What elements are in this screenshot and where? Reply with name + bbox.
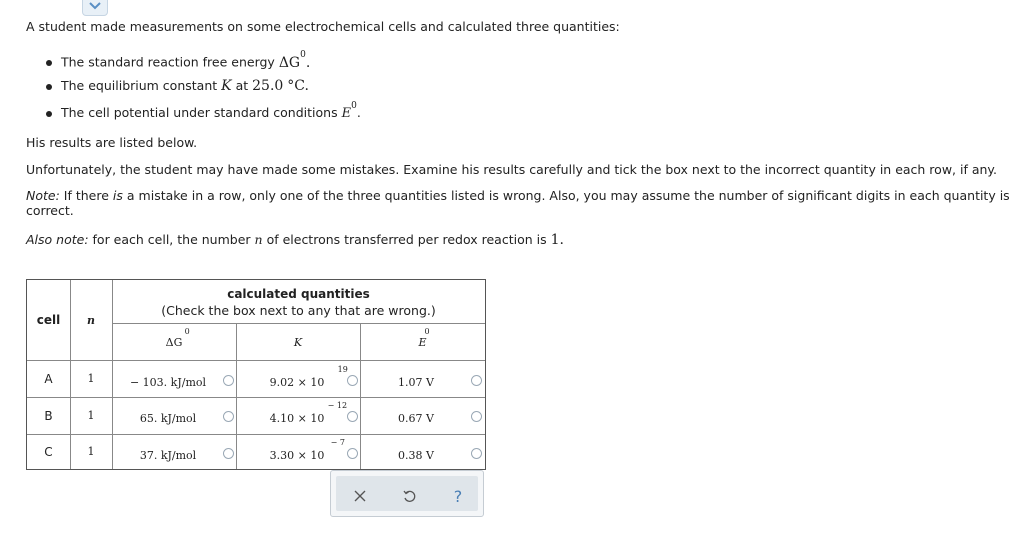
row-b-n: 1: [87, 409, 95, 422]
clear-button[interactable]: [345, 484, 375, 508]
row-a-dg-checkbox[interactable]: [223, 375, 234, 386]
row-c-dg: 37. kJ/mol: [139, 448, 197, 462]
row-a-cell: A: [44, 371, 53, 386]
chevron-down-icon: [88, 1, 102, 10]
row-a-dg: − 103. kJ/mol: [129, 375, 207, 389]
row-c-cell: C: [44, 444, 53, 459]
row-a-e-checkbox[interactable]: [471, 375, 482, 386]
row-c-k-checkbox[interactable]: [347, 448, 358, 459]
close-icon: [354, 490, 366, 502]
row-b-k-checkbox[interactable]: [347, 411, 358, 422]
also-note-text: Also note: for each cell, the number n of electrons transferred per redox reaction is 1.: [26, 232, 564, 248]
header-cell: cell: [36, 313, 61, 327]
toolbar-panel: [336, 476, 478, 511]
row-a-k: 9.02 × 10 19: [269, 364, 348, 389]
row-c-e: 0.38 V: [398, 448, 434, 462]
row-a-e: 1.07 V: [398, 375, 434, 389]
unfortunately-text: Unfortunately, the student may have made some mistakes. Examine his results carefully and tick the box next to the incorrect quantity in each row, if any.: [26, 162, 998, 177]
header-group-title: calculated quantities: [227, 287, 370, 301]
row-b-dg-checkbox[interactable]: [223, 411, 234, 422]
bullet-dot: [46, 84, 52, 90]
answer-toolbar: [330, 470, 484, 517]
note-text-cont: correct.: [26, 203, 74, 218]
help-button[interactable]: [443, 484, 473, 508]
row-b-dg: 65. kJ/mol: [139, 411, 197, 425]
collapse-toggle[interactable]: [82, 0, 108, 16]
row-c-k: 3.30 × 10 − 7: [269, 437, 345, 462]
undo-button[interactable]: [394, 484, 424, 508]
row-b-e-checkbox[interactable]: [471, 411, 482, 422]
quantities-table: [26, 279, 486, 470]
row-b-e: 0.67 V: [398, 411, 434, 425]
bullet-dot: [46, 111, 52, 117]
intro-text: A student made measurements on some electrochemical cells and calculated three quantities:: [26, 19, 620, 34]
bullet-dot: [46, 60, 52, 66]
row-c-n: 1: [87, 445, 95, 458]
results-text: His results are listed below.: [26, 135, 198, 150]
help-icon: ?: [453, 486, 463, 506]
header-n: n: [87, 313, 95, 327]
row-a-n: 1: [87, 372, 95, 385]
row-c-e-checkbox[interactable]: [471, 448, 482, 459]
header-delta-g: ΔG 0: [165, 326, 190, 349]
row-a-k-checkbox[interactable]: [347, 375, 358, 386]
row-b-k: 4.10 × 10 − 12: [269, 400, 348, 425]
undo-icon: [402, 489, 416, 503]
row-c-dg-checkbox[interactable]: [223, 448, 234, 459]
row-b-cell: B: [44, 408, 53, 423]
header-k: K: [293, 335, 303, 349]
header-e: E 0: [418, 326, 430, 349]
note-text: Note: If there is a mistake in a row, only one of the three quantities listed is wrong. Also, you may assume the number of significant digits in each quantity is: [26, 188, 1010, 203]
header-group-subtitle: (Check the box next to any that are wrong.): [161, 302, 436, 318]
